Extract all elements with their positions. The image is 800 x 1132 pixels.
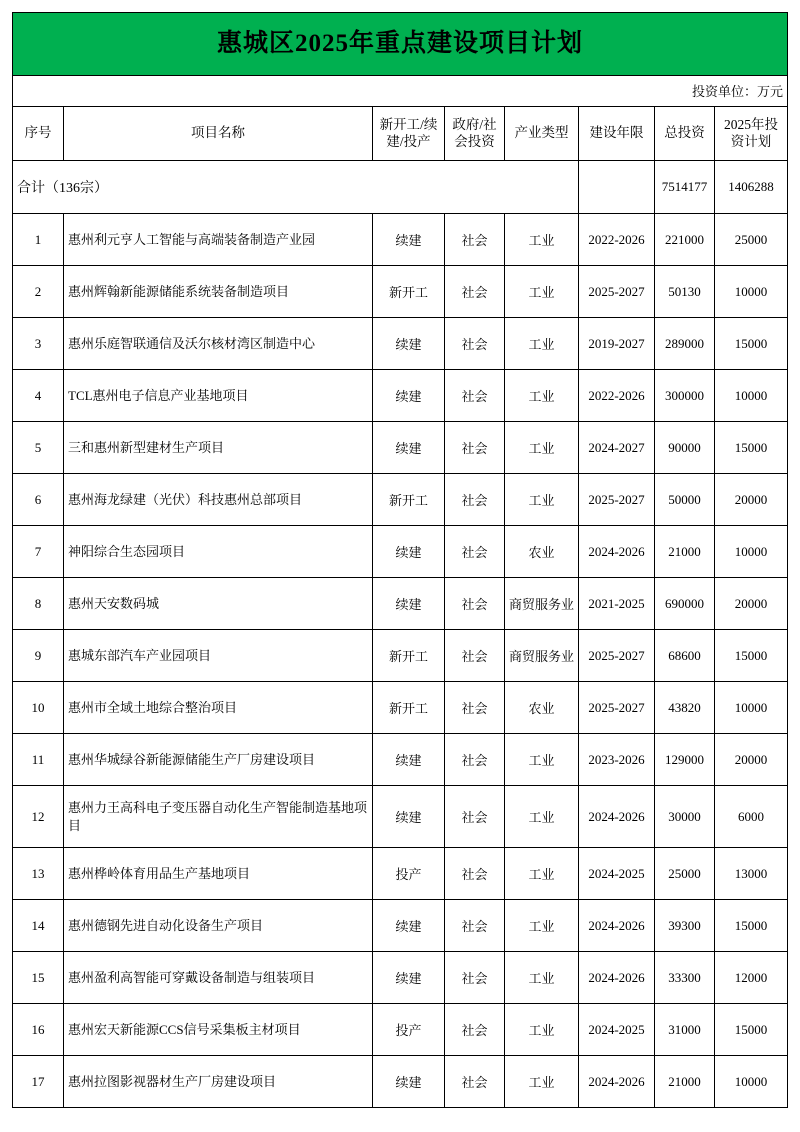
row-total-investment: 21000 bbox=[655, 526, 715, 578]
row-plan-2025: 10000 bbox=[715, 682, 788, 734]
row-investment-type: 社会 bbox=[445, 526, 505, 578]
row-plan-2025: 10000 bbox=[715, 1056, 788, 1108]
table-body bbox=[13, 214, 788, 1108]
row-project-name: 三和惠州新型建材生产项目 bbox=[64, 422, 373, 474]
row-years: 2022-2026 bbox=[579, 214, 655, 266]
total-row bbox=[13, 161, 788, 214]
unit-note-row bbox=[13, 76, 788, 107]
row-investment-type: 社会 bbox=[445, 578, 505, 630]
row-plan-2025: 25000 bbox=[715, 214, 788, 266]
page-title: 惠城区2025年重点建设项目计划 bbox=[217, 30, 584, 57]
row-stage: 续建 bbox=[373, 318, 445, 370]
table-row bbox=[13, 952, 788, 1004]
row-industry: 商贸服务业 bbox=[505, 578, 579, 630]
row-years: 2025-2027 bbox=[579, 682, 655, 734]
row-plan-2025: 15000 bbox=[715, 900, 788, 952]
row-years: 2025-2027 bbox=[579, 266, 655, 318]
row-project-name: 惠州利元亨人工智能与高端装备制造产业园 bbox=[64, 214, 373, 266]
row-total-investment: 39300 bbox=[655, 900, 715, 952]
row-plan-2025: 10000 bbox=[715, 370, 788, 422]
row-project-name: 惠州天安数码城 bbox=[64, 578, 373, 630]
row-stage: 新开工 bbox=[373, 266, 445, 318]
row-industry: 工业 bbox=[505, 266, 579, 318]
row-plan-2025: 20000 bbox=[715, 578, 788, 630]
row-seq: 5 bbox=[13, 422, 64, 474]
row-total-investment: 30000 bbox=[655, 786, 715, 848]
row-total-investment: 50130 bbox=[655, 266, 715, 318]
row-seq: 2 bbox=[13, 266, 64, 318]
row-project-name: 惠州拉图影视器材生产厂房建设项目 bbox=[64, 1056, 373, 1108]
row-seq: 15 bbox=[13, 952, 64, 1004]
table-row bbox=[13, 318, 788, 370]
row-stage: 新开工 bbox=[373, 474, 445, 526]
row-investment-type: 社会 bbox=[445, 734, 505, 786]
title-banner bbox=[13, 13, 788, 76]
table-row bbox=[13, 474, 788, 526]
row-project-name: 惠州华城绿谷新能源储能生产厂房建设项目 bbox=[64, 734, 373, 786]
row-plan-2025: 15000 bbox=[715, 318, 788, 370]
row-seq: 11 bbox=[13, 734, 64, 786]
row-years: 2022-2026 bbox=[579, 370, 655, 422]
row-stage: 投产 bbox=[373, 1004, 445, 1056]
table-row bbox=[13, 1004, 788, 1056]
row-industry: 工业 bbox=[505, 734, 579, 786]
table-row bbox=[13, 900, 788, 952]
row-years: 2024-2025 bbox=[579, 848, 655, 900]
row-investment-type: 社会 bbox=[445, 370, 505, 422]
row-plan-2025: 20000 bbox=[715, 734, 788, 786]
row-investment-type: 社会 bbox=[445, 1056, 505, 1108]
row-seq: 9 bbox=[13, 630, 64, 682]
row-stage: 新开工 bbox=[373, 630, 445, 682]
row-total-investment: 33300 bbox=[655, 952, 715, 1004]
row-plan-2025: 20000 bbox=[715, 474, 788, 526]
row-investment-type: 社会 bbox=[445, 474, 505, 526]
table-row bbox=[13, 422, 788, 474]
row-project-name: 惠州盈利高智能可穿戴设备制造与组装项目 bbox=[64, 952, 373, 1004]
row-project-name: 惠州乐庭智联通信及沃尔核材湾区制造中心 bbox=[64, 318, 373, 370]
row-project-name: 惠州市全域土地综合整治项目 bbox=[64, 682, 373, 734]
row-investment-type: 社会 bbox=[445, 1004, 505, 1056]
table-row bbox=[13, 630, 788, 682]
row-years: 2025-2027 bbox=[579, 630, 655, 682]
row-total-investment: 21000 bbox=[655, 1056, 715, 1108]
row-industry: 工业 bbox=[505, 1056, 579, 1108]
row-project-name: 惠州德钢先进自动化设备生产项目 bbox=[64, 900, 373, 952]
title-row bbox=[13, 13, 788, 76]
row-plan-2025: 12000 bbox=[715, 952, 788, 1004]
row-plan-2025: 10000 bbox=[715, 266, 788, 318]
row-stage: 续建 bbox=[373, 526, 445, 578]
project-plan-table bbox=[12, 12, 788, 1108]
row-project-name: 神阳综合生态园项目 bbox=[64, 526, 373, 578]
row-project-name: 惠州宏天新能源CCS信号采集板主材项目 bbox=[64, 1004, 373, 1056]
row-stage: 续建 bbox=[373, 370, 445, 422]
row-investment-type: 社会 bbox=[445, 214, 505, 266]
row-years: 2021-2025 bbox=[579, 578, 655, 630]
row-industry: 工业 bbox=[505, 214, 579, 266]
total-label: 合计（136宗） bbox=[13, 161, 579, 214]
row-project-name: 惠州海龙绿建（光伏）科技惠州总部项目 bbox=[64, 474, 373, 526]
row-project-name: 惠州力王高科电子变压器自动化生产智能制造基地项目 bbox=[64, 786, 373, 848]
table-row bbox=[13, 214, 788, 266]
row-stage: 续建 bbox=[373, 422, 445, 474]
row-investment-type: 社会 bbox=[445, 630, 505, 682]
header-row bbox=[13, 107, 788, 161]
row-stage: 投产 bbox=[373, 848, 445, 900]
row-plan-2025: 15000 bbox=[715, 630, 788, 682]
row-plan-2025: 15000 bbox=[715, 1004, 788, 1056]
row-total-investment: 68600 bbox=[655, 630, 715, 682]
row-investment-type: 社会 bbox=[445, 266, 505, 318]
row-total-investment: 25000 bbox=[655, 848, 715, 900]
row-industry: 工业 bbox=[505, 786, 579, 848]
row-industry: 工业 bbox=[505, 318, 579, 370]
table-row bbox=[13, 370, 788, 422]
row-investment-type: 社会 bbox=[445, 682, 505, 734]
row-industry: 农业 bbox=[505, 526, 579, 578]
column-header-plan-2025: 2025年投资计划 bbox=[715, 107, 788, 161]
row-investment-type: 社会 bbox=[445, 786, 505, 848]
unit-note-cell bbox=[13, 76, 788, 107]
row-total-investment: 90000 bbox=[655, 422, 715, 474]
row-stage: 续建 bbox=[373, 900, 445, 952]
row-industry: 工业 bbox=[505, 848, 579, 900]
total-years-blank bbox=[579, 161, 655, 214]
row-stage: 续建 bbox=[373, 578, 445, 630]
row-investment-type: 社会 bbox=[445, 900, 505, 952]
row-years: 2019-2027 bbox=[579, 318, 655, 370]
row-seq: 13 bbox=[13, 848, 64, 900]
row-seq: 17 bbox=[13, 1056, 64, 1108]
row-seq: 6 bbox=[13, 474, 64, 526]
row-project-name: 惠州桦岭体育用品生产基地项目 bbox=[64, 848, 373, 900]
row-years: 2024-2026 bbox=[579, 900, 655, 952]
row-stage: 续建 bbox=[373, 786, 445, 848]
investment-unit-note: 投资单位：万元 bbox=[692, 84, 784, 99]
row-plan-2025: 10000 bbox=[715, 526, 788, 578]
row-seq: 10 bbox=[13, 682, 64, 734]
table-row bbox=[13, 848, 788, 900]
row-investment-type: 社会 bbox=[445, 318, 505, 370]
row-total-investment: 300000 bbox=[655, 370, 715, 422]
column-header-investment-type: 政府/社会投资 bbox=[445, 107, 505, 161]
row-seq: 1 bbox=[13, 214, 64, 266]
row-years: 2024-2026 bbox=[579, 786, 655, 848]
row-years: 2024-2026 bbox=[579, 1056, 655, 1108]
column-header-project-name: 项目名称 bbox=[64, 107, 373, 161]
total-investment-value: 7514177 bbox=[655, 161, 715, 214]
row-total-investment: 43820 bbox=[655, 682, 715, 734]
table-row bbox=[13, 786, 788, 848]
row-stage: 新开工 bbox=[373, 682, 445, 734]
row-seq: 12 bbox=[13, 786, 64, 848]
table-row bbox=[13, 526, 788, 578]
row-seq: 3 bbox=[13, 318, 64, 370]
column-header-seq: 序号 bbox=[13, 107, 64, 161]
row-years: 2024-2026 bbox=[579, 526, 655, 578]
row-industry: 工业 bbox=[505, 952, 579, 1004]
row-years: 2023-2026 bbox=[579, 734, 655, 786]
row-years: 2024-2025 bbox=[579, 1004, 655, 1056]
table-row bbox=[13, 682, 788, 734]
row-total-investment: 50000 bbox=[655, 474, 715, 526]
table-row bbox=[13, 734, 788, 786]
row-plan-2025: 6000 bbox=[715, 786, 788, 848]
row-investment-type: 社会 bbox=[445, 952, 505, 1004]
row-total-investment: 221000 bbox=[655, 214, 715, 266]
row-stage: 续建 bbox=[373, 1056, 445, 1108]
row-seq: 8 bbox=[13, 578, 64, 630]
table-row bbox=[13, 266, 788, 318]
row-seq: 16 bbox=[13, 1004, 64, 1056]
column-header-stage: 新开工/续建/投产 bbox=[373, 107, 445, 161]
row-project-name: TCL惠州电子信息产业基地项目 bbox=[64, 370, 373, 422]
total-plan-2025-value: 1406288 bbox=[715, 161, 788, 214]
row-years: 2024-2027 bbox=[579, 422, 655, 474]
row-industry: 商贸服务业 bbox=[505, 630, 579, 682]
row-industry: 工业 bbox=[505, 474, 579, 526]
row-seq: 14 bbox=[13, 900, 64, 952]
row-total-investment: 129000 bbox=[655, 734, 715, 786]
row-industry: 工业 bbox=[505, 422, 579, 474]
row-stage: 续建 bbox=[373, 952, 445, 1004]
row-project-name: 惠城东部汽车产业园项目 bbox=[64, 630, 373, 682]
row-plan-2025: 13000 bbox=[715, 848, 788, 900]
row-years: 2024-2026 bbox=[579, 952, 655, 1004]
row-stage: 续建 bbox=[373, 734, 445, 786]
row-seq: 7 bbox=[13, 526, 64, 578]
row-industry: 工业 bbox=[505, 1004, 579, 1056]
row-total-investment: 690000 bbox=[655, 578, 715, 630]
row-years: 2025-2027 bbox=[579, 474, 655, 526]
row-investment-type: 社会 bbox=[445, 422, 505, 474]
row-stage: 续建 bbox=[373, 214, 445, 266]
column-header-years: 建设年限 bbox=[579, 107, 655, 161]
row-seq: 4 bbox=[13, 370, 64, 422]
row-total-investment: 289000 bbox=[655, 318, 715, 370]
row-investment-type: 社会 bbox=[445, 848, 505, 900]
row-total-investment: 31000 bbox=[655, 1004, 715, 1056]
row-industry: 工业 bbox=[505, 370, 579, 422]
row-project-name: 惠州辉翰新能源储能系统装备制造项目 bbox=[64, 266, 373, 318]
row-plan-2025: 15000 bbox=[715, 422, 788, 474]
table-row bbox=[13, 578, 788, 630]
row-industry: 工业 bbox=[505, 900, 579, 952]
column-header-industry: 产业类型 bbox=[505, 107, 579, 161]
column-header-total-investment: 总投资 bbox=[655, 107, 715, 161]
row-industry: 农业 bbox=[505, 682, 579, 734]
table-row bbox=[13, 1056, 788, 1108]
